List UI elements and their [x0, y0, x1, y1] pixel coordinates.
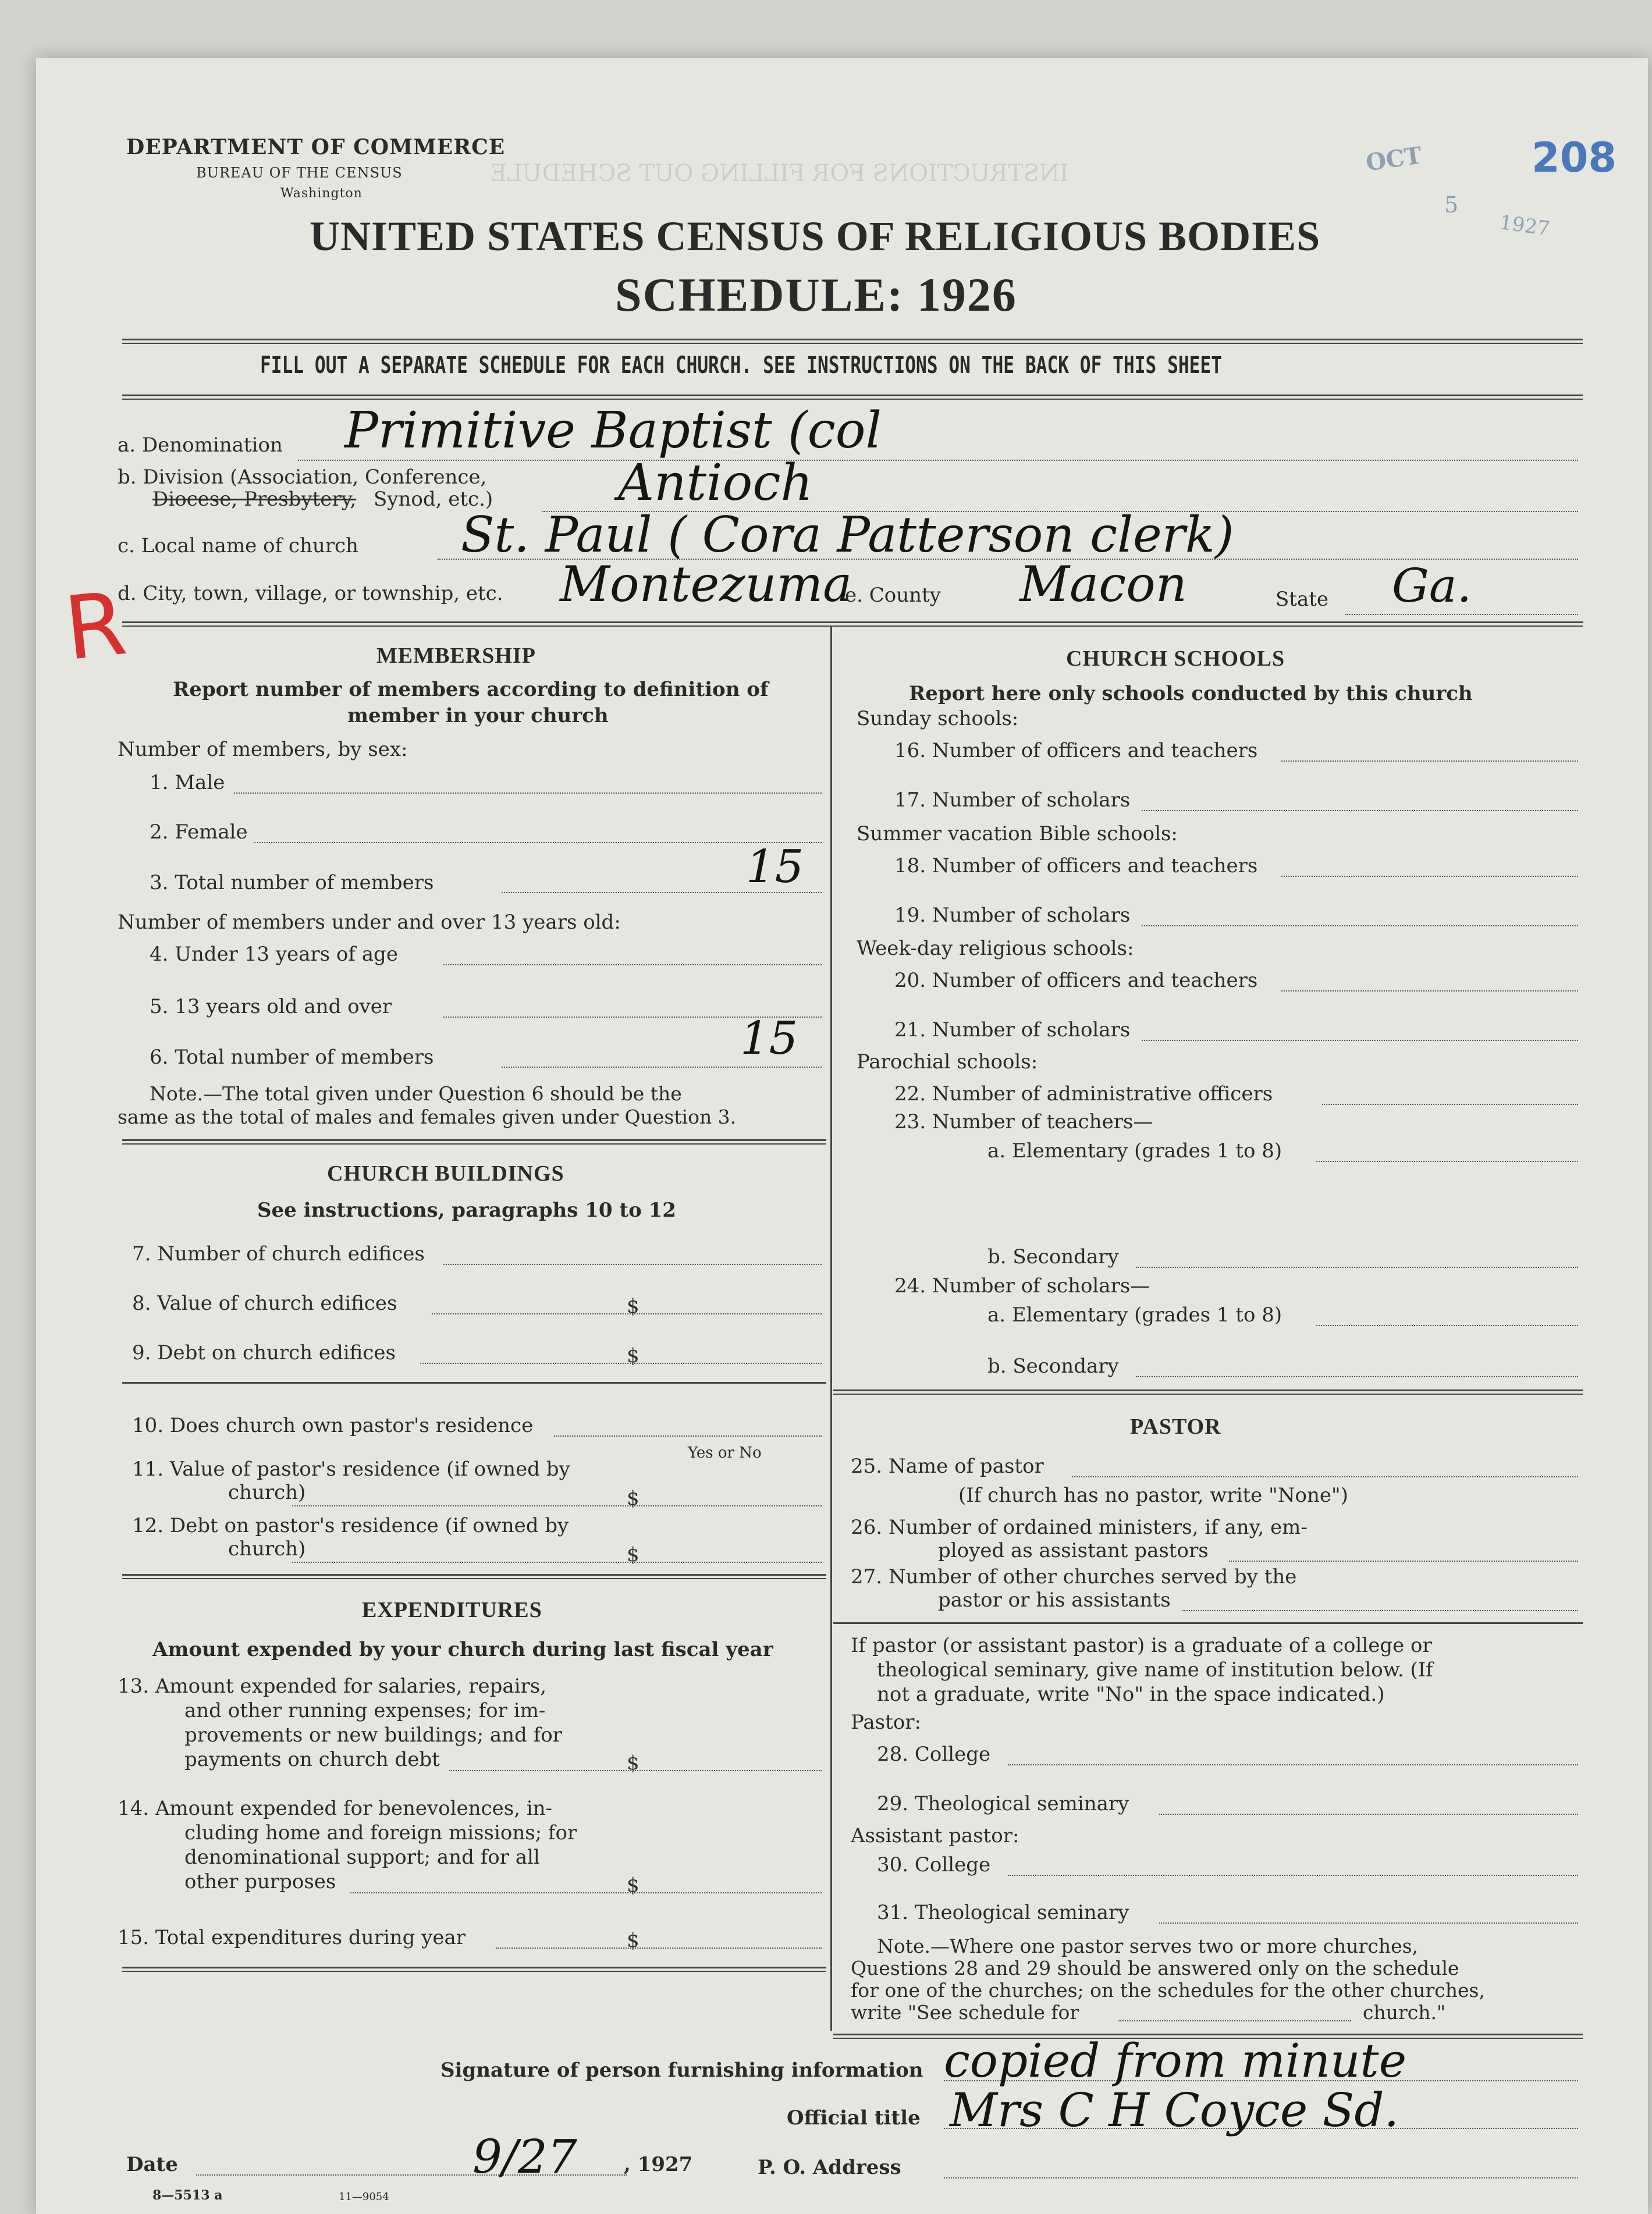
q13-dollar: $ [627, 1751, 640, 1775]
membership-note: Note.—The total given under Question 6 should be the [150, 1082, 682, 1105]
received-stamp-month: OCT [1364, 141, 1424, 177]
q31-label: 31. Theological seminary [877, 1901, 1129, 1924]
division-label-struck: Diocese, Presbytery, [152, 488, 357, 511]
q18-label: 18. Number of officers and teachers [894, 854, 1258, 877]
denomination-value[interactable]: Primitive Baptist (col [344, 401, 882, 460]
pastor-note-3: for one of the churches; on the schedules for the other churches, [851, 1979, 1485, 2002]
q6-label: 6. Total number of members [150, 1046, 434, 1069]
q22-label: 22. Number of administrative officers [894, 1082, 1273, 1106]
summer-schools-label: Summer vacation Bible schools: [857, 822, 1178, 845]
q13-label: 13. Amount expended for salaries, repairs, [118, 1675, 547, 1698]
bureau-name: BUREAU OF THE CENSUS [196, 165, 403, 181]
q4-label: 4. Under 13 years of age [150, 943, 398, 966]
division-label-line1: b. Division (Association, Conference, [118, 465, 487, 489]
census-schedule-sheet [36, 58, 1648, 2214]
q11-label: 11. Value of pastor's residence (if owned by [132, 1458, 570, 1481]
county-label: e. County [845, 584, 941, 607]
received-stamp-day: 5 [1444, 192, 1459, 218]
pastor-note-2: Questions 28 and 29 should be answered only on the schedule [851, 1957, 1459, 1980]
q9-label: 9. Debt on church edifices [132, 1341, 396, 1364]
q14-label-2: cluding home and foreign missions; for [184, 1821, 577, 1845]
buildings-heading: CHURCH BUILDINGS [327, 1161, 564, 1186]
county-value[interactable]: Macon [1019, 556, 1187, 613]
date-label: Date [126, 2153, 178, 2176]
q13-label-4: payments on church debt [184, 1748, 440, 1771]
q26-label-2: ployed as assistant pastors [938, 1539, 1209, 1562]
q14-dollar: $ [627, 1874, 640, 1897]
city-label: d. City, town, village, or township, etc. [118, 582, 503, 605]
division-value[interactable]: Antioch [618, 454, 813, 512]
q3-label: 3. Total number of members [150, 871, 434, 894]
q19-label: 19. Number of scholars [894, 904, 1131, 927]
church-name-value[interactable]: St. Paul ( Cora Patterson clerk) [461, 506, 1234, 563]
q12-dollar: $ [627, 1543, 640, 1566]
q23b-label: b. Secondary [987, 1245, 1119, 1268]
pastor-note: Note.—Where one pastor serves two or more churches, [877, 1935, 1419, 1957]
q24-label: 24. Number of scholars— [894, 1274, 1150, 1298]
q21-label: 21. Number of scholars [894, 1018, 1131, 1042]
pastor-sub-label: Pastor: [851, 1711, 921, 1734]
q14-label-3: denominational support; and for all [184, 1846, 540, 1869]
buildings-sub: See instructions, paragraphs 10 to 12 [257, 1199, 676, 1222]
signature-label: Signature of person furnishing information [440, 2059, 923, 2082]
q26-label: 26. Number of ordained ministers, if any, em- [851, 1516, 1308, 1539]
q10-label: 10. Does church own pastor's residence [132, 1414, 534, 1437]
church-name-label: c. Local name of church [118, 534, 358, 557]
q8-dollar: $ [627, 1295, 640, 1318]
state-label: State [1276, 588, 1329, 611]
po-address-label: P. O. Address [758, 2156, 901, 2179]
q2-label: 2. Female [150, 820, 248, 844]
membership-intro-2: member in your church [347, 704, 609, 727]
q13-label-3: provements or new buildings; and for [184, 1723, 562, 1747]
official-title-value[interactable]: Mrs C H Coyce Sd. [950, 2083, 1399, 2137]
membership-heading: MEMBERSHIP [376, 644, 536, 668]
date-value[interactable]: 9/27 [472, 2130, 577, 2184]
q15-dollar: $ [627, 1929, 640, 1952]
form-instruction: FILL OUT A SEPARATE SCHEDULE FOR EACH CHURCH. SEE INSTRUCTIONS ON THE BACK OF THIS SHEET [260, 352, 1222, 379]
schools-sub: Report here only schools conducted by this church [909, 682, 1473, 705]
red-r-mark: R [60, 573, 132, 680]
dept-name: DEPARTMENT OF COMMERCE [126, 135, 506, 159]
form-subtitle: SCHEDULE: 1926 [615, 268, 1017, 321]
q23a-label: a. Elementary (grades 1 to 8) [987, 1139, 1282, 1163]
q16-label: 16. Number of officers and teachers [894, 739, 1258, 762]
q14-label-4: other purposes [184, 1870, 336, 1893]
q27-label-2: pastor or his assistants [938, 1588, 1171, 1612]
q24b-label: b. Secondary [987, 1355, 1119, 1378]
division-label-line2: Synod, etc.) [374, 488, 493, 511]
q24a-label: a. Elementary (grades 1 to 8) [987, 1303, 1282, 1327]
print-number: 11—9054 [339, 2191, 389, 2203]
q12-label-2: church) [228, 1537, 306, 1561]
membership-note-2: same as the total of males and females given under Question 3. [118, 1106, 737, 1128]
weekday-schools-label: Week-day religious schools: [857, 937, 1134, 960]
q14-label: 14. Amount expended for benevolences, in- [118, 1797, 553, 1820]
form-title: UNITED STATES CENSUS OF RELIGIOUS BODIES [310, 213, 1321, 260]
bleed-through-text: INSTRUCTIONS FOR FILLING OUT SCHEDULE [490, 160, 1069, 187]
q11-label-2: church) [228, 1481, 306, 1504]
q20-label: 20. Number of officers and teachers [894, 969, 1258, 992]
total-members-by-age-value[interactable]: 15 [740, 1012, 798, 1065]
graduate-instruction-3: not a graduate, write "No" in the space indicated.) [877, 1683, 1385, 1706]
date-year: , 1927 [624, 2153, 693, 2176]
q11-dollar: $ [627, 1487, 640, 1510]
q5-label: 5. 13 years old and over [150, 995, 392, 1018]
total-members-value[interactable]: 15 [746, 841, 804, 893]
pastor-note-5: church." [1363, 2001, 1446, 2024]
by-sex-label: Number of members, by sex: [118, 738, 408, 761]
parochial-schools-label: Parochial schools: [857, 1050, 1038, 1074]
official-title-label: Official title [787, 2106, 921, 2130]
membership-intro: Report number of members according to definition of [173, 678, 769, 701]
signature-value[interactable]: copied from minute [944, 2034, 1407, 2088]
pastor-note-4: write "See schedule for [851, 2001, 1079, 2024]
by-age-label: Number of members under and over 13 years old: [118, 911, 621, 934]
q28-label: 28. College [877, 1743, 991, 1766]
assistant-pastor-label: Assistant pastor: [851, 1824, 1019, 1847]
schools-heading: CHURCH SCHOOLS [1066, 646, 1285, 671]
graduate-instruction-2: theological seminary, give name of institution below. (If [877, 1658, 1433, 1682]
q25-note: (If church has no pastor, write "None") [958, 1484, 1348, 1507]
schedule-number: 208 [1532, 134, 1617, 182]
expenditures-heading: EXPENDITURES [362, 1598, 542, 1622]
form-number: 8—5513 a [152, 2188, 223, 2203]
city-value[interactable]: Montezuma [560, 556, 852, 613]
expenditures-sub: Amount expended by your church during last fiscal year [152, 1638, 773, 1661]
q12-label: 12. Debt on pastor's residence (if owned by [132, 1514, 569, 1537]
q25-label: 25. Name of pastor [851, 1455, 1044, 1478]
state-value[interactable]: Ga. [1392, 559, 1472, 613]
sunday-schools-label: Sunday schools: [857, 707, 1019, 730]
q27-label: 27. Number of other churches served by the [851, 1565, 1297, 1588]
q23-label: 23. Number of teachers— [894, 1110, 1153, 1133]
q17-label: 17. Number of scholars [894, 788, 1131, 812]
q1-label: 1. Male [150, 771, 225, 794]
graduate-instruction: If pastor (or assistant pastor) is a graduate of a college or [851, 1634, 1432, 1657]
q8-label: 8. Value of church edifices [132, 1292, 397, 1315]
q15-label: 15. Total expenditures during year [118, 1926, 466, 1949]
q29-label: 29. Theological seminary [877, 1792, 1129, 1815]
yes-no-hint: Yes or No [688, 1444, 762, 1462]
q13-label-2: and other running expenses; for im- [184, 1699, 546, 1722]
q30-label: 30. College [877, 1853, 991, 1877]
q9-dollar: $ [627, 1344, 640, 1367]
pastor-heading: PASTOR [1130, 1415, 1221, 1439]
denomination-label: a. Denomination [118, 433, 283, 457]
bureau-city: Washington [280, 186, 363, 201]
received-stamp-year: 1927 [1498, 211, 1551, 241]
q7-label: 7. Number of church edifices [132, 1242, 425, 1266]
